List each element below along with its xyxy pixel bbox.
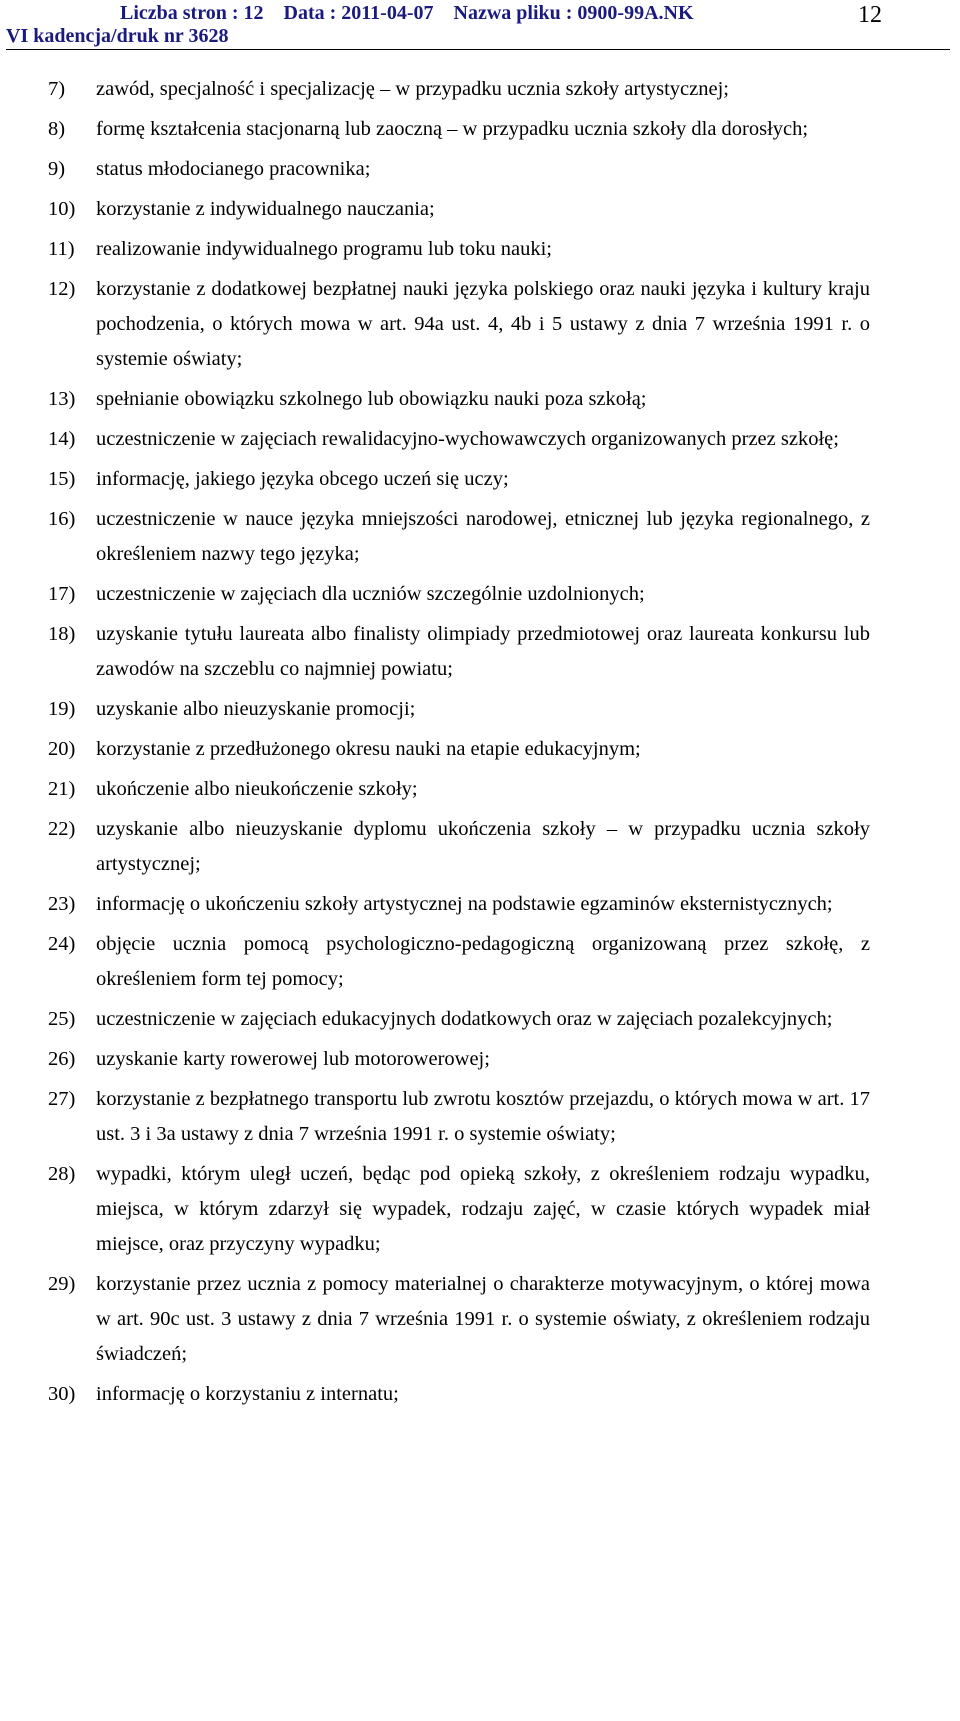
list-item-number: 29) xyxy=(48,1273,76,1295)
list-item xyxy=(0,1377,960,1412)
list-item-number: 30) xyxy=(48,1383,76,1405)
term-label: VI kadencja/druk nr 3628 xyxy=(6,25,229,47)
header-divider xyxy=(6,49,950,50)
list-item-text: objęcie ucznia pomocą psychologiczno-pedagogiczną organizowaną przez szkołę, z określeniem form tej pomocy; xyxy=(96,933,870,990)
list-item-number: 13) xyxy=(48,388,76,410)
list-item-text: formę kształcenia stacjonarną lub zaoczną – w przypadku ucznia szkoły dla dorosłych; xyxy=(96,118,809,140)
list-item xyxy=(0,382,960,417)
list-item xyxy=(0,617,960,687)
list-item-number: 7) xyxy=(48,78,66,100)
list-item xyxy=(0,192,960,227)
list-item-number: 17) xyxy=(48,583,76,605)
list-item xyxy=(0,812,960,882)
list-item-text: zawód, specjalność i specjalizację – w przypadku ucznia szkoły artystycznej; xyxy=(96,78,729,100)
list-item xyxy=(0,72,960,107)
list-item xyxy=(0,1002,960,1037)
list-item xyxy=(0,232,960,267)
list-item-number: 24) xyxy=(48,933,76,955)
list-item-number: 19) xyxy=(48,698,76,720)
list-item xyxy=(0,927,960,997)
date-label: Data : 2011-04-07 xyxy=(283,2,434,24)
list-item xyxy=(0,772,960,807)
list-item-number: 28) xyxy=(48,1163,76,1185)
list-item-text: uczestniczenie w zajęciach edukacyjnych dodatkowych oraz w zajęciach pozalekcyjnych; xyxy=(96,1008,833,1030)
list-item xyxy=(0,422,960,457)
list-item xyxy=(0,1082,960,1152)
list-item-number: 14) xyxy=(48,428,76,450)
list-item-text: korzystanie z indywidualnego nauczania; xyxy=(96,198,435,220)
list-item-number: 8) xyxy=(48,118,66,140)
list-item-text: ukończenie albo nieukończenie szkoły; xyxy=(96,778,418,800)
list-item xyxy=(0,577,960,612)
list-item-number: 27) xyxy=(48,1088,76,1110)
list-item-number: 22) xyxy=(48,818,76,840)
list-item-text: realizowanie indywidualnego programu lub toku nauki; xyxy=(96,238,553,260)
list-item xyxy=(0,462,960,497)
page-header xyxy=(0,0,960,50)
list-item-number: 9) xyxy=(48,158,66,180)
file-name-label: Nazwa pliku : 0900-99A.NK xyxy=(453,2,694,24)
list-item-number: 15) xyxy=(48,468,76,490)
list-item-number: 23) xyxy=(48,893,76,915)
page-number: 12 xyxy=(858,2,882,28)
list-item-number: 12) xyxy=(48,278,76,300)
list-item xyxy=(0,692,960,727)
list-item-number: 18) xyxy=(48,623,76,645)
list-item-text: informację o ukończeniu szkoły artystycznej na podstawie egzaminów eksternistycznych; xyxy=(96,893,833,915)
list-item xyxy=(0,1042,960,1077)
list-item-number: 21) xyxy=(48,778,76,800)
list-item-number: 26) xyxy=(48,1048,76,1070)
list-item-text: informację, jakiego języka obcego uczeń się uczy; xyxy=(96,468,509,490)
list-item-number: 20) xyxy=(48,738,76,760)
list-item-text: korzystanie z dodatkowej bezpłatnej nauki języka polskiego oraz nauki języka i kultury kraju pochodzenia, o których mowa w art. 94a ust. 4, 4b i 5 ustawy z dnia 7 września 1991 r. o systemie oświaty; xyxy=(96,278,870,370)
list-item-text: uczestniczenie w zajęciach dla uczniów szczególnie uzdolnionych; xyxy=(96,583,645,605)
list-item-text: status młodocianego pracownika; xyxy=(96,158,371,180)
list-item-text: korzystanie z bezpłatnego transportu lub zwrotu kosztów przejazdu, o których mowa w art. 17 ust. 3 i 3a ustawy z dnia 7 września 1991 r. o systemie oświaty; xyxy=(96,1088,870,1145)
list-item xyxy=(0,1267,960,1372)
list-item-text: uzyskanie tytułu laureata albo finalisty olimpiady przedmiotowej oraz laureata konkursu lub zawodów na szczeblu co najmniej powiatu; xyxy=(96,623,870,680)
list-item xyxy=(0,732,960,767)
list-item-text: informację o korzystaniu z internatu; xyxy=(96,1383,399,1405)
list-item-number: 16) xyxy=(48,508,76,530)
list-item-text: uzyskanie karty rowerowej lub motorowerowej; xyxy=(96,1048,490,1070)
list-item-text: wypadki, którym uległ uczeń, będąc pod opieką szkoły, z określeniem rodzaju wypadku, miejsca, w którym zdarzył się wypadek, rodzaju zajęć, w czasie których wypadek miał miejsce, oraz przyczyny wypadku; xyxy=(96,1163,870,1255)
list-item-text: uczestniczenie w nauce języka mniejszości narodowej, etnicznej lub języka regionalnego, z określeniem nazwy tego języka; xyxy=(96,508,870,565)
list-item-number: 11) xyxy=(48,238,75,260)
list-item-text: uzyskanie albo nieuzyskanie dyplomu ukończenia szkoły – w przypadku ucznia szkoły artystycznej; xyxy=(96,818,870,875)
page-count-label: Liczba stron : 12 xyxy=(120,2,264,24)
list-item-text: uzyskanie albo nieuzyskanie promocji; xyxy=(96,698,416,720)
list-item-text: korzystanie przez ucznia z pomocy materialnej o charakterze motywacyjnym, o której mowa w art. 90c ust. 3 ustawy z dnia 7 września 1991 r. o systemie oświaty, z określeniem rodzaju świadczeń; xyxy=(96,1273,870,1365)
list-item-text: korzystanie z przedłużonego okresu nauki na etapie edukacyjnym; xyxy=(96,738,641,760)
list-item-text: uczestniczenie w zajęciach rewalidacyjno-wychowawczych organizowanych przez szkołę; xyxy=(96,428,839,450)
list-item xyxy=(0,1157,960,1262)
list-item-number: 25) xyxy=(48,1008,76,1030)
list-item xyxy=(0,152,960,187)
list-item xyxy=(0,112,960,147)
list-item-number: 10) xyxy=(48,198,76,220)
header-meta-line xyxy=(120,2,694,25)
list-item xyxy=(0,272,960,377)
document-body xyxy=(0,72,960,1417)
list-item-text: spełnianie obowiązku szkolnego lub obowiązku nauki poza szkołą; xyxy=(96,388,647,410)
list-item xyxy=(0,502,960,572)
list-item xyxy=(0,887,960,922)
